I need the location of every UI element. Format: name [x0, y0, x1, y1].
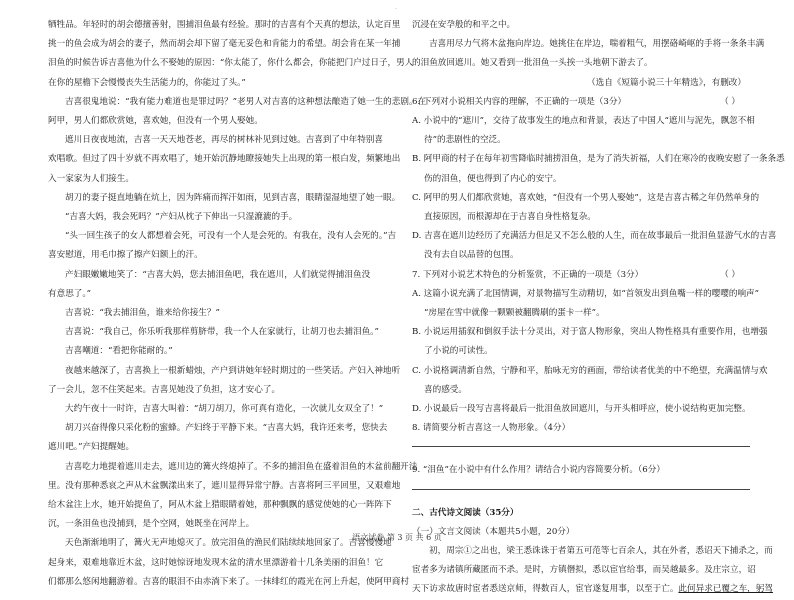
right-text-line: 9. “泪鱼”在小说中有什么作用？请结合小说内容简要分析。（6分）	[412, 465, 665, 476]
left-text-line: 喜安慰道，用毛巾擦了擦产妇额上的汗。	[48, 250, 203, 261]
left-text-line: 吉喜说：“我自己，你乐听我那样剪脐带，我一个人在家就行，让胡刀也去捕泪鱼。”	[65, 327, 379, 338]
right-text-line	[412, 93, 750, 112]
right-text-line	[412, 266, 750, 285]
left-text-line: 们都那么悠闲地翻游着。吉喜的眼泪不由赤淌下来了。一抹绯红的霞光在河上升起，使阿甲商村	[48, 576, 409, 587]
right-text-line: 沉浸在安孕般的和平之中。	[412, 20, 516, 30]
right-text-line: A. 小说中的“遮川”，交待了故事发生的地点和背景，表达了中国人“遮川与泥先，飘忽不相	[412, 116, 755, 127]
left-text-line: 挑一的鱼会成为胡会的妻子，然而胡会却下留了毫无妥色和肯能力的希望。胡会肯在某一年捕	[48, 39, 401, 50]
right-text-line: B. 小说运用插叙和倒叙手法十分灵出，对于富人物形象，突出人物性格具有重要作用，也增强	[412, 327, 768, 338]
right-text-line	[412, 580, 773, 599]
right-text-line: 的泪鱼放回遮川。她又看到一批泪鱼一头挨一头地朝下游去了。	[412, 58, 653, 69]
left-text-line: 里。没有那种悉哀之声从木盆飘漾出来了，遮川显得异常宁静。吉喜将阿三平回里，又艰难地	[48, 480, 401, 491]
right-text-line: 没有去自以品替的包围。	[424, 250, 519, 261]
left-text-line: 有意思了。”	[48, 288, 92, 299]
left-text-line: 入一家家为人们接生。	[48, 173, 134, 184]
right-text-line: 了小说的可读性。	[424, 346, 493, 357]
passage-text: 天下访求故唐时宦者悉送京师，得数百人，宦官遂复用事，以至于亡。	[412, 584, 679, 595]
left-text-line: 泪鱼的时候告诉吉喜他为什么不娶她的原因：“你太能了，你什么都会，你能把门户过日子，男人	[48, 58, 414, 69]
left-text-line: 牺牲品。年轻时的胡会德擅善射，围捕泪鱼最有经验。那时的吉喜有个天真的想法，认定百里	[48, 20, 401, 30]
right-text-line: D. 小说最后一段写吉喜将最后一批泪鱼放回遮川，与开头相呼应，使小说结构更加完整。	[412, 404, 751, 415]
answer-bracket[interactable]: （ ）	[720, 269, 740, 280]
right-text-line: 吉喜用尽力气将木盆拖向岸边。她挑住在岸边，喘着粗气，用摆硌崎岖的手将一条条丰满	[429, 39, 765, 50]
left-text-line: 沉，一条泪鱼也没捕到，是个空网，她既坐在河岸上。	[48, 519, 255, 530]
right-text-line: 待”的悲剧性的空泛。	[424, 135, 506, 146]
right-text-line: D. 吉喜在遮川边经历了充满活力但足又不怎么般的人生，而在故事最后一批泪鱼显游气水的吉喜	[412, 231, 777, 242]
right-text-line: 8. 请简要分析吉喜这一人物形象。（4分）	[412, 423, 571, 434]
right-text-line: 宦者多为诸镇所藏匿而不杀。是时，方镇僭拟，悉以宦官给事，而吴越最多。及庄宗立，诏	[412, 565, 756, 576]
left-text-line: 吉喜嘲道：“看把你能耐的。”	[65, 346, 173, 357]
right-text-line: C. 小说格调清新自然，宁静和平，胎咏无穷的画面，带给读者优美的中不绝望，充满温情与欢	[412, 365, 768, 376]
page-footer: 语文试卷 第 3 页 共 6 页	[352, 533, 442, 542]
left-text-line: 欢唱歌。但过了四十岁就不再欢唱了，她开始沉静地瞭接她失上出现的第一根白发，频繁地出	[48, 154, 401, 165]
right-text-line: 二、古代诗文阅读（35分）	[412, 507, 519, 518]
left-text-line: “吉喜大妈，我会死吗？”产妇从枕子下伸出一只湿漉漉的手。	[65, 212, 298, 223]
right-column	[412, 16, 785, 600]
right-text-line: 喜的感受。	[424, 384, 467, 395]
left-text-line: “头一回生孩子的女人都想着会死，可没有一个人是会死的。有我在，没有人会死的。”吉	[65, 231, 397, 242]
left-text-line: 起身来，艰难地靠近木盆，这时她惊讶地发现木盆的清水里漂游着十几条美丽的泪鱼！它	[48, 557, 384, 568]
left-text-line: 吉喜说：“我去捕泪鱼，谁来给你接生？”	[65, 308, 220, 319]
left-text-line: 胡刀兴奋得像只采化粉的蜜蜂。产妇终于平静下来。“吉喜大妈，我许还来考，您快去	[65, 423, 388, 434]
right-text-line: A. 这篇小说充满了北国情调，对景物描写生动精切，如“首领发出到鱼嘴一样的嘤嘤的响声”	[412, 288, 760, 299]
left-text-line: 给木盆注上水，她开始提鱼了，阿从木盆上猎眼睛着她，那种飘飘的感觉使她的心一阵阵下	[48, 500, 392, 511]
right-text-line: B. 阿甲商的村子在每年初雪降临时捕捞泪鱼，是为了消失祈福，人们在寒冷的夜晚安慰了一条条悉	[412, 154, 785, 165]
right-text-line: （选自《短篇小说三十年精选》，有删改）	[587, 77, 746, 88]
left-text-line: 夜越来越深了，吉喜换上一根新蜡烛，产户到讲她年轻时期过的一些笑话。产妇入神地听	[65, 365, 401, 376]
left-text-line: 了一会儿，忽不住笑起来。吉喜见她没了负担，这才安心了。	[48, 384, 281, 395]
right-text-line: 直接原因，而根源却在于吉喜自身性格复杂。	[424, 212, 596, 223]
left-text-line: 吉喜很鬼地说：“我有能力难道也是罪过吗？”老男人对吉喜的这种想法酿造了她一生的悲剧。在	[65, 96, 427, 107]
right-text-line: C. 阿甲的男人们都欣赏她，喜欢她，“但没有一个男人娶她”，这是吉喜古稀之年仍然单身的	[412, 192, 760, 203]
left-text-line: 天色渐渐地明了，篝火无声地熄灭了。放完泪鱼的渔民们陆续续地回家了。吉喜慢慢地	[65, 538, 392, 549]
left-text-line: 遮川日夜夜地流，吉喜一天天地苍老，再尽的树林补见到过她。吉喜到了中年特别喜	[65, 135, 383, 146]
right-text-line: 初，周宗①之出也，梁王悉诛诛于者第五可范等七百余人，其在外者，悉诏天下捕杀之，而	[429, 546, 773, 557]
left-text-line: 吉喜吃力地提着遮川走去，遮川边的篝火终熄掉了。不多的捕泪鱼在盛着泪鱼的木盆前翻开洼	[65, 461, 418, 472]
answer-bracket[interactable]: （ ）	[720, 96, 740, 107]
answer-line[interactable]	[412, 487, 750, 490]
left-text-line: 在你的屋檐下会慢慢丧失生活能力的，你能过了头。”	[48, 77, 246, 88]
question-stem: 7. 下列对小说艺术特色的分析鉴赏，不正确的一项是（3分）	[412, 269, 644, 280]
left-text-line: 大约午夜十一时许，吉喜大叫着：“胡刀胡刀，你可真有造化，一次就儿女双全了！”	[65, 404, 384, 415]
right-text-line: 伤的泪鱼，便也得到了内心的安宁。	[424, 173, 562, 184]
left-text-line: 遮川吧。”产妇提醒她。	[48, 442, 135, 453]
question-stem: 6. 下列对小说相关内容的理解，不正确的一项是（3分）	[412, 96, 627, 107]
left-text-line: 胡刀的妻子挺直地躺在炕上，因为阵痛而挥汗如雨，见到吉喜，眼睛湿湿地望了她一眼。	[65, 192, 401, 203]
right-text-line: （一）文言文阅读（本题共5小题，20分）	[412, 526, 575, 537]
page-mark: ·	[395, 6, 397, 13]
right-text-line: “房屋在雪中就像一颗颗被翻腾刷的蛋卡一样”。	[424, 308, 605, 319]
left-text-line: 产妇眼嫩嫩地笑了：“吉喜大妈，您去捕泪鱼吧，我在遮川，人们就觉得捕泪鱼没	[65, 269, 371, 280]
underlined-sentence: 此何异求已覆之车，躬驾	[678, 584, 773, 595]
answer-line[interactable]	[412, 444, 750, 447]
left-text-line: 阿甲，男人们都欣赏她，喜欢她，但没有一个男人娶她。	[48, 116, 263, 127]
